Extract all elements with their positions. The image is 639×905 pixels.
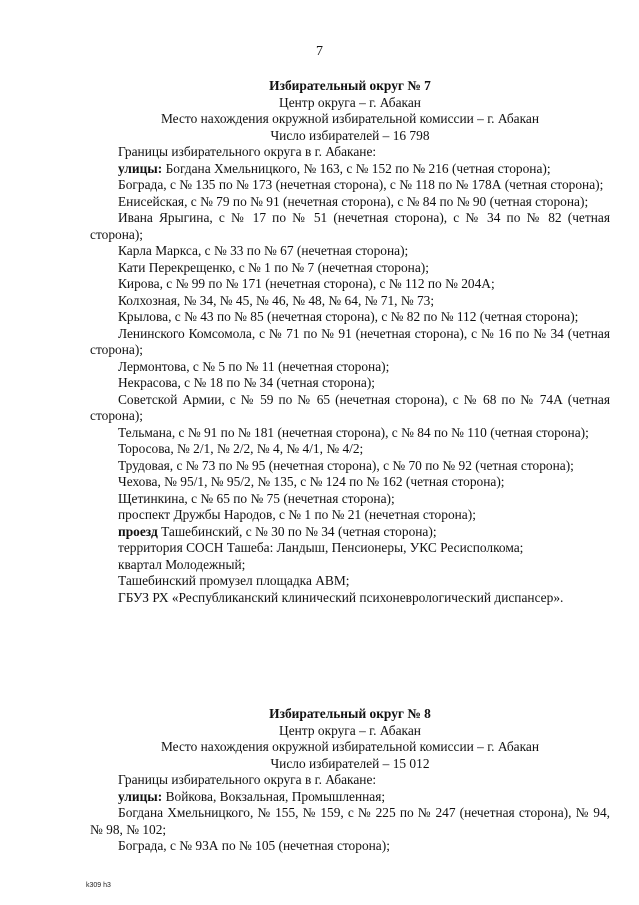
district-7-extra: квартал Молодежный; — [118, 556, 246, 572]
district-7-borders: Границы избирательного округа в г. Абакане: — [118, 144, 377, 159]
district-7-street: Щетинкина, с № 65 по № 75 (нечетная сторона); — [118, 490, 395, 506]
streets-label: улицы: — [118, 160, 163, 176]
district-8-center: Центр округа – г. Абакан — [279, 722, 421, 738]
district-7-street: Кирова, с № 99 по № 171 (нечетная сторона), с № 112 по № 204А; — [118, 276, 495, 291]
footer-code: k309 h3 — [86, 882, 111, 889]
district-8-commission: Место нахождения окружной избирательной комиссии – г. Абакан — [160, 739, 540, 754]
district-8-streets: улицы: Войкова, Вокзальная, Промышленная; — [118, 788, 386, 804]
district-7-street: Трудовая, с № 73 по № 95 (нечетная сторона), с № 70 по № 92 (четная сторона); — [118, 457, 574, 473]
district-7-street: Лермонтова, с № 5 по № 11 (нечетная сторона); — [118, 358, 390, 374]
district-7-street: Ивана Ярыгина, с № 17 по № 51 (нечетная сторона), с № 34 по № 82 (четная сторона); — [90, 210, 610, 242]
district-7-street: Кати Перекрещенко, с № 1 по № 7 (нечетная сторона); — [118, 259, 429, 275]
district-7-street: Колхозная, № 34, № 45, № 46, № 48, № 64, № 71, № 73; — [118, 292, 435, 308]
district-7-proezd: проезд Ташебинский, с № 30 по № 34 (четная сторона); — [118, 523, 437, 539]
district-7-title: Избирательный округ № 7 — [269, 78, 431, 93]
district-7-commission: Место нахождения окружной избирательной комиссии – г. Абакан — [160, 111, 540, 126]
district-7-street: Крылова, с № 43 по № 85 (нечетная сторона), с № 82 по № 112 (четная сторона); — [118, 309, 579, 324]
proezd-label: проезд — [118, 523, 158, 539]
district-7-street: Торосова, № 2/1, № 2/2, № 4, № 4/1, № 4/2; — [118, 441, 364, 456]
district-7-street: Тельмана, с № 91 по № 181 (нечетная сторона), с № 84 по № 110 (четная сторона); — [118, 424, 589, 440]
district-7-street: улицы: Богдана Хмельницкого, № 163, с № 152 по № 216 (четная сторона); — [118, 160, 551, 176]
streets-label: улицы: — [118, 788, 163, 804]
district-8-title: Избирательный округ № 8 — [269, 706, 431, 721]
district-8-section — [90, 706, 610, 855]
district-8-voters: Число избирателей – 15 012 — [270, 755, 430, 771]
district-7-street: Некрасова, с № 18 по № 34 (четная сторона); — [118, 375, 376, 390]
district-7-section — [90, 78, 610, 606]
district-7-street: Чехова, № 95/1, № 95/2, № 135, с № 124 по № 162 (четная сторона); — [118, 474, 505, 489]
district-7-street: Советской Армии, с № 59 по № 65 (нечетная сторона), с № 68 по № 74А (четная сторона); — [90, 391, 610, 423]
district-7-street: Енисейская, с № 79 по № 91 (нечетная сторона), с № 84 по № 90 (четная сторона); — [118, 193, 589, 209]
page-number: 7 — [316, 44, 323, 59]
district-8-borders: Границы избирательного округа в г. Абакане: — [118, 772, 377, 787]
district-7-voters: Число избирателей – 16 798 — [270, 127, 430, 143]
district-7-extra: Ташебинский промузел площадка АВМ; — [118, 573, 350, 588]
district-7-extra: территория СОСН Ташеба: Ландыш, Пенсионеры, УКС Ресисполкома; — [118, 540, 524, 555]
district-7-center: Центр округа – г. Абакан — [279, 94, 421, 110]
district-7-extra: ГБУЗ РХ «Республиканский клинический психоневрологический диспансер». — [118, 589, 564, 605]
district-7-street: проспект Дружбы Народов, с № 1 по № 21 (нечетная сторона); — [118, 507, 476, 522]
district-8-street: Богдана Хмельницкого, № 155, № 159, с № 225 по № 247 (нечетная сторона), № 94, № 98, № 102; — [90, 805, 610, 837]
district-7-street: Бограда, с № 135 по № 173 (нечетная сторона), с № 118 по № 178А (четная сторона); — [118, 177, 604, 192]
district-7-street: Карла Маркса, с № 33 по № 67 (нечетная сторона); — [118, 243, 409, 258]
district-7-street: Ленинского Комсомола, с № 71 по № 91 (нечетная сторона), с № 16 по № 34 (четная сторона); — [90, 325, 610, 357]
district-8-street: Бограда, с № 93А по № 105 (нечетная сторона); — [118, 838, 390, 853]
